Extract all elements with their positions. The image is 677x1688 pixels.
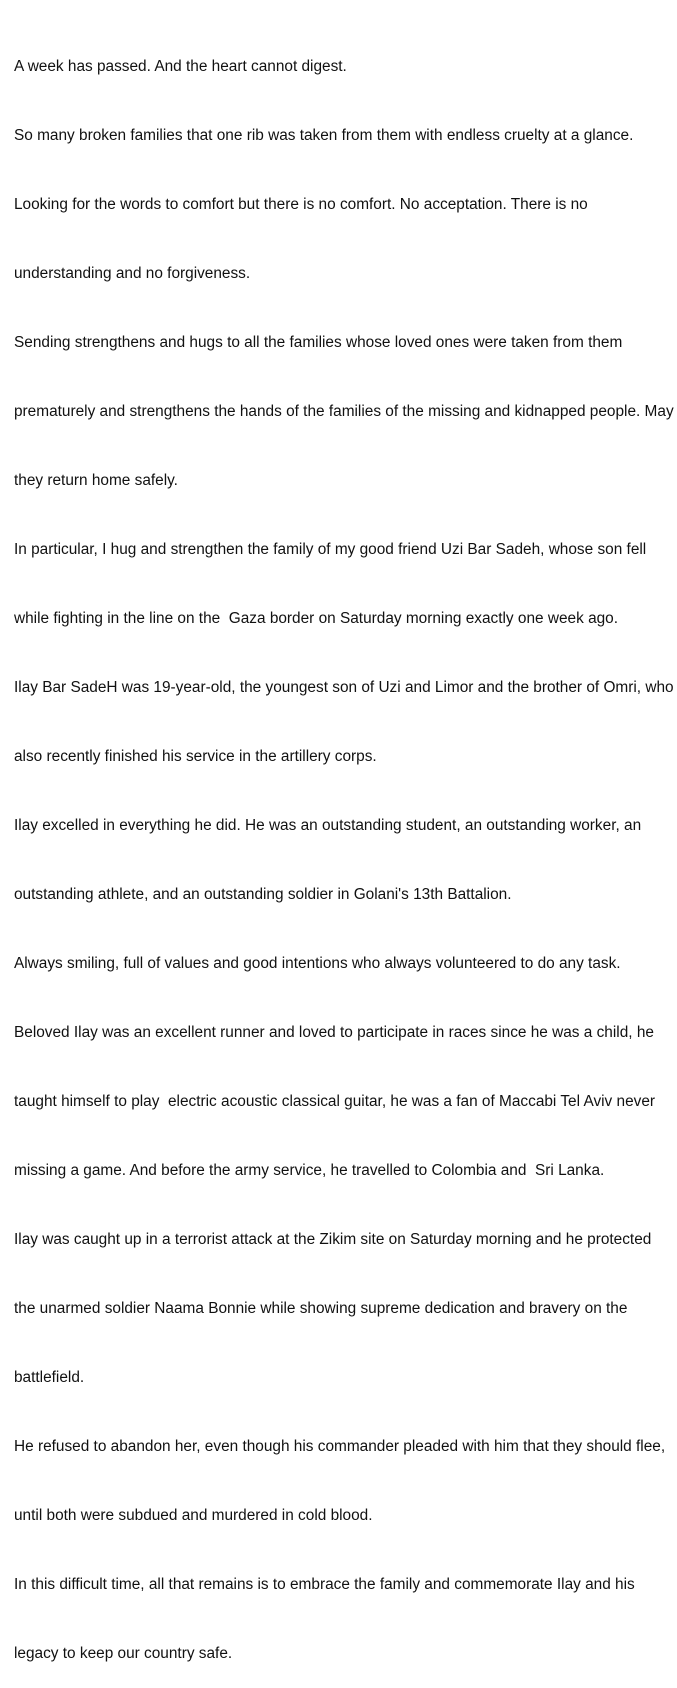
post-line: understanding and no forgiveness. [14,265,251,282]
post-line: until both were subdued and murdered in cold blood. [14,1507,373,1524]
post-line: A week has passed. And the heart cannot digest. [14,58,347,75]
post-line: they return home safely. [14,472,178,489]
post-line: In this difficult time, all that remains is to embrace the family and commemorate Ilay and his [14,1576,635,1593]
post-line: So many broken families that one rib was taken from them with endless cruelty at a glance. [14,127,634,144]
post-line: while fighting in the line on the Gaza border on Saturday morning exactly one week ago. [14,610,619,627]
post-line: prematurely and strengthens the hands of the families of the missing and kidnapped people. May [14,403,674,420]
post-line: Always smiling, full of values and good intentions who always volunteered to do any task. [14,955,621,972]
post-line: outstanding athlete, and an outstanding soldier in Golani's 13th Battalion. [14,886,512,903]
post-line: also recently finished his service in the artillery corps. [14,748,377,765]
post-line: the unarmed soldier Naama Bonnie while showing supreme dedication and bravery on the [14,1300,628,1317]
post-line: battlefield. [14,1369,85,1386]
post-line: Looking for the words to comfort but there is no comfort. No acceptation. There is no [14,196,588,213]
post-line: missing a game. And before the army service, he travelled to Colombia and Sri Lanka. [14,1162,605,1179]
post-line: Ilay was caught up in a terrorist attack at the Zikim site on Saturday morning and he protected [14,1231,652,1248]
post-line: Ilay excelled in everything he did. He was an outstanding student, an outstanding worker, an [14,817,642,834]
post-line: Ilay Bar SadeH was 19-year-old, the youngest son of Uzi and Limor and the brother of Omri, who [14,679,674,696]
post-body-text [14,9,674,1688]
post-line: He refused to abandon her, even though his commander pleaded with him that they should flee, [14,1438,666,1455]
post-line: taught himself to play electric acoustic classical guitar, he was a fan of Maccabi Tel Aviv never [14,1093,656,1110]
post-line: Sending strengthens and hugs to all the families whose loved ones were taken from them [14,334,623,351]
post-line: Beloved Ilay was an excellent runner and loved to participate in races since he was a child, he [14,1024,654,1041]
post-line: In particular, I hug and strengthen the family of my good friend Uzi Bar Sadeh, whose son fell [14,541,647,558]
post-line: legacy to keep our country safe. [14,1645,233,1662]
